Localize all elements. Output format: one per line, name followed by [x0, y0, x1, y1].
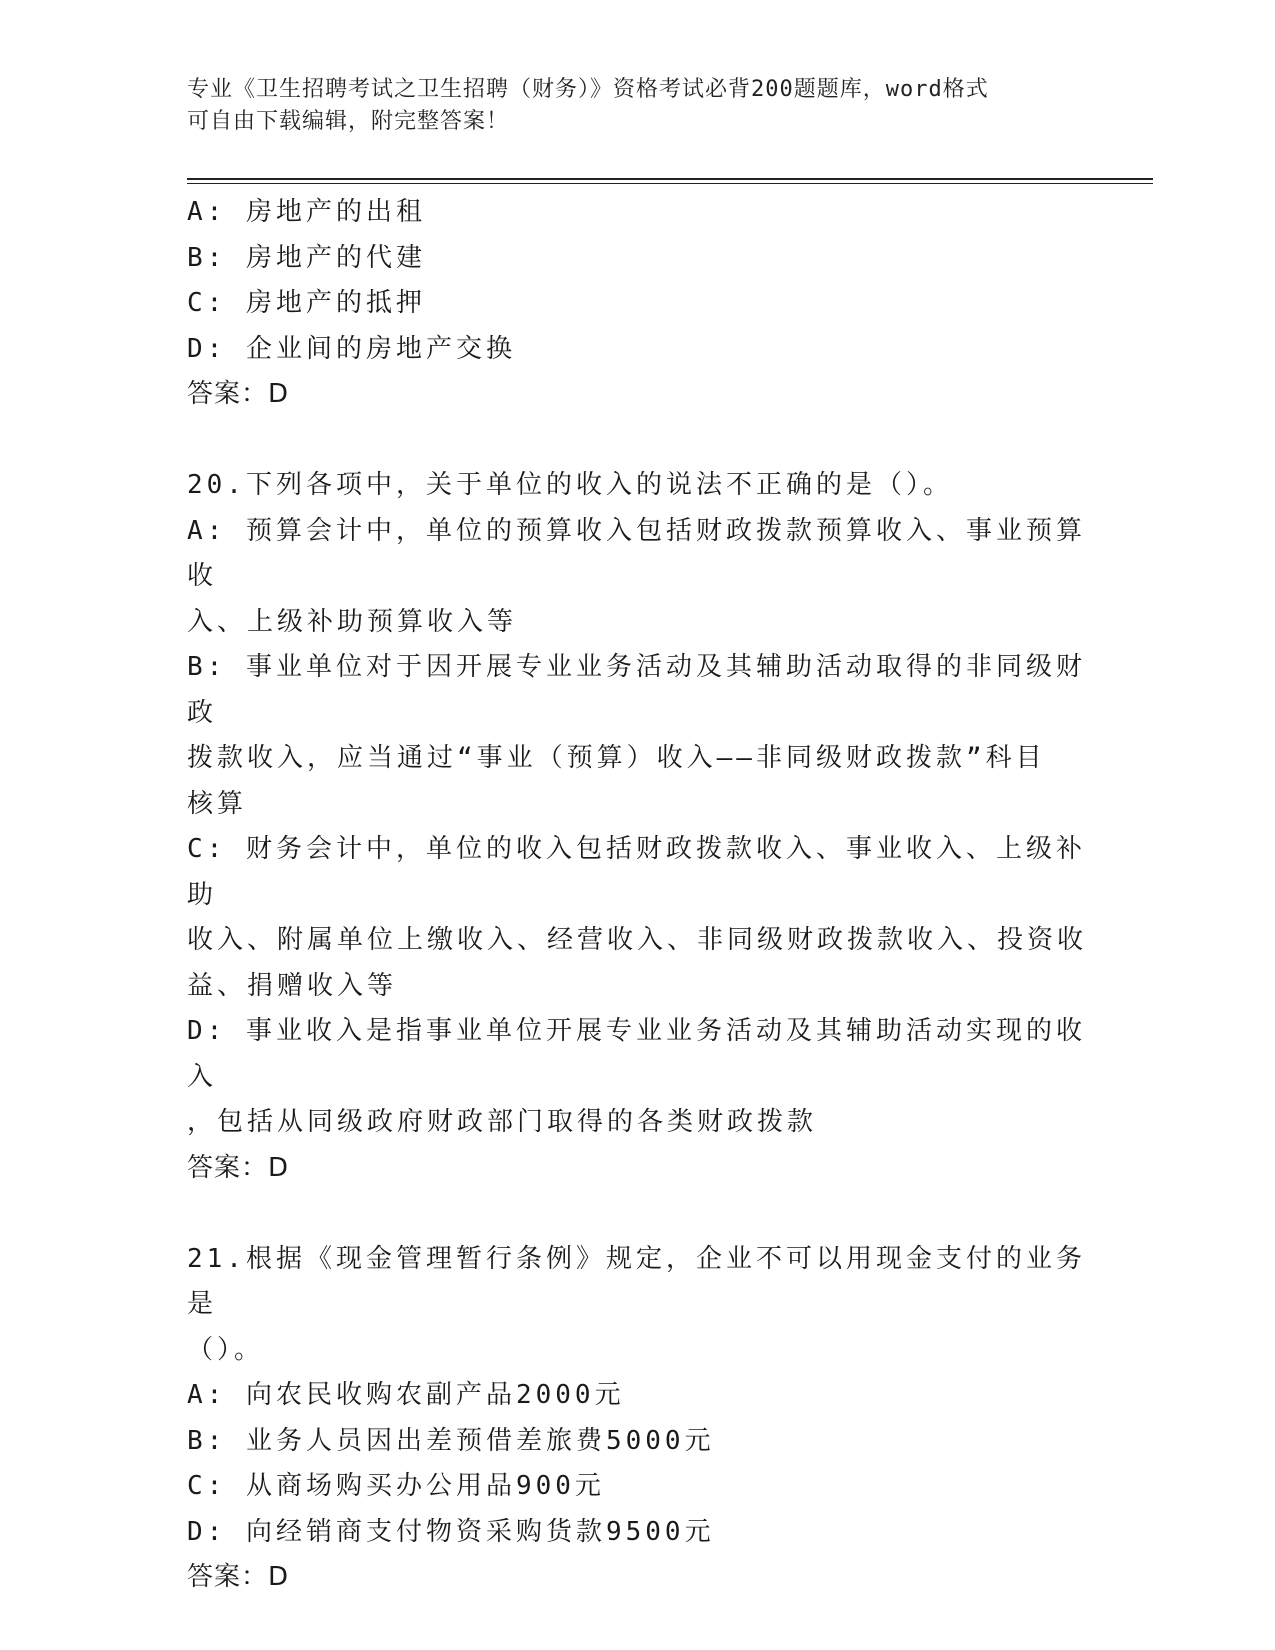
question-stem-cont: （）。 — [187, 1334, 265, 1365]
question-content — [187, 190, 1087, 1601]
header-divider-thin — [187, 183, 1153, 184]
option-d: D: 企业间的房地产交换 — [187, 333, 516, 364]
option-d-cont: ，包括从同级政府财政部门取得的各类财政拨款 — [187, 1107, 818, 1137]
option-a: A: 向农民收购农副产品2000元 — [187, 1380, 625, 1410]
option-b: B: 事业单位对于因开展专业业务活动及其辅助活动取得的非同级财政 — [187, 652, 1086, 728]
question-stem: 21.根据《现金管理暂行条例》规定，企业不可以用现金支付的业务是 — [187, 1243, 1086, 1319]
option-a: A: 预算会计中，单位的预算收入包括财政拨款预算收入、事业预算收 — [187, 515, 1086, 591]
header-line-2: 可自由下载编辑，附完整答案！ — [187, 109, 510, 134]
option-b-cont: 拨款收入，应当通过“事业（预算）收入——非同级财政拨款”科目 — [187, 743, 1046, 773]
option-b: B: 房地产的代建 — [187, 242, 426, 273]
question-21 — [187, 1237, 1087, 1601]
question-spacer — [187, 1191, 1087, 1237]
header-line-1: 专业《卫生招聘考试之卫生招聘（财务）》资格考试必背200题题库，word格式 — [187, 77, 989, 102]
answer-line: 答案：D — [187, 379, 290, 409]
option-d: D: 向经销商支付物资采购货款9500元 — [187, 1516, 715, 1547]
option-c-cont: 收入、附属单位上缴收入、经营收入、非同级财政拨款收入、投资收 — [187, 925, 1088, 955]
answer-line: 答案：D — [187, 1152, 290, 1183]
question-19 — [187, 190, 1087, 418]
option-d: D: 事业收入是指事业单位开展专业业务活动及其辅助活动实现的收入 — [187, 1016, 1086, 1092]
question-spacer — [187, 418, 1087, 464]
option-c-cont: 益、捐赠收入等 — [187, 970, 398, 1001]
question-stem: 20.下列各项中，关于单位的收入的说法不正确的是（）。 — [187, 470, 953, 500]
option-b: B: 业务人员因出差预借差旅费5000元 — [187, 1425, 715, 1456]
question-20 — [187, 463, 1087, 1191]
option-c: C: 财务会计中，单位的收入包括财政拨款收入、事业收入、上级补助 — [187, 834, 1086, 910]
header-divider-thick — [187, 178, 1153, 180]
option-a: A: 房地产的出租 — [187, 197, 426, 227]
page-header — [187, 74, 1067, 138]
option-c: C: 房地产的抵押 — [187, 288, 426, 318]
answer-line: 答案：D — [187, 1562, 290, 1592]
option-a-cont: 入、上级补助预算收入等 — [187, 606, 518, 637]
option-c: C: 从商场购买办公用品900元 — [187, 1471, 605, 1501]
option-b-cont: 核算 — [187, 788, 248, 819]
